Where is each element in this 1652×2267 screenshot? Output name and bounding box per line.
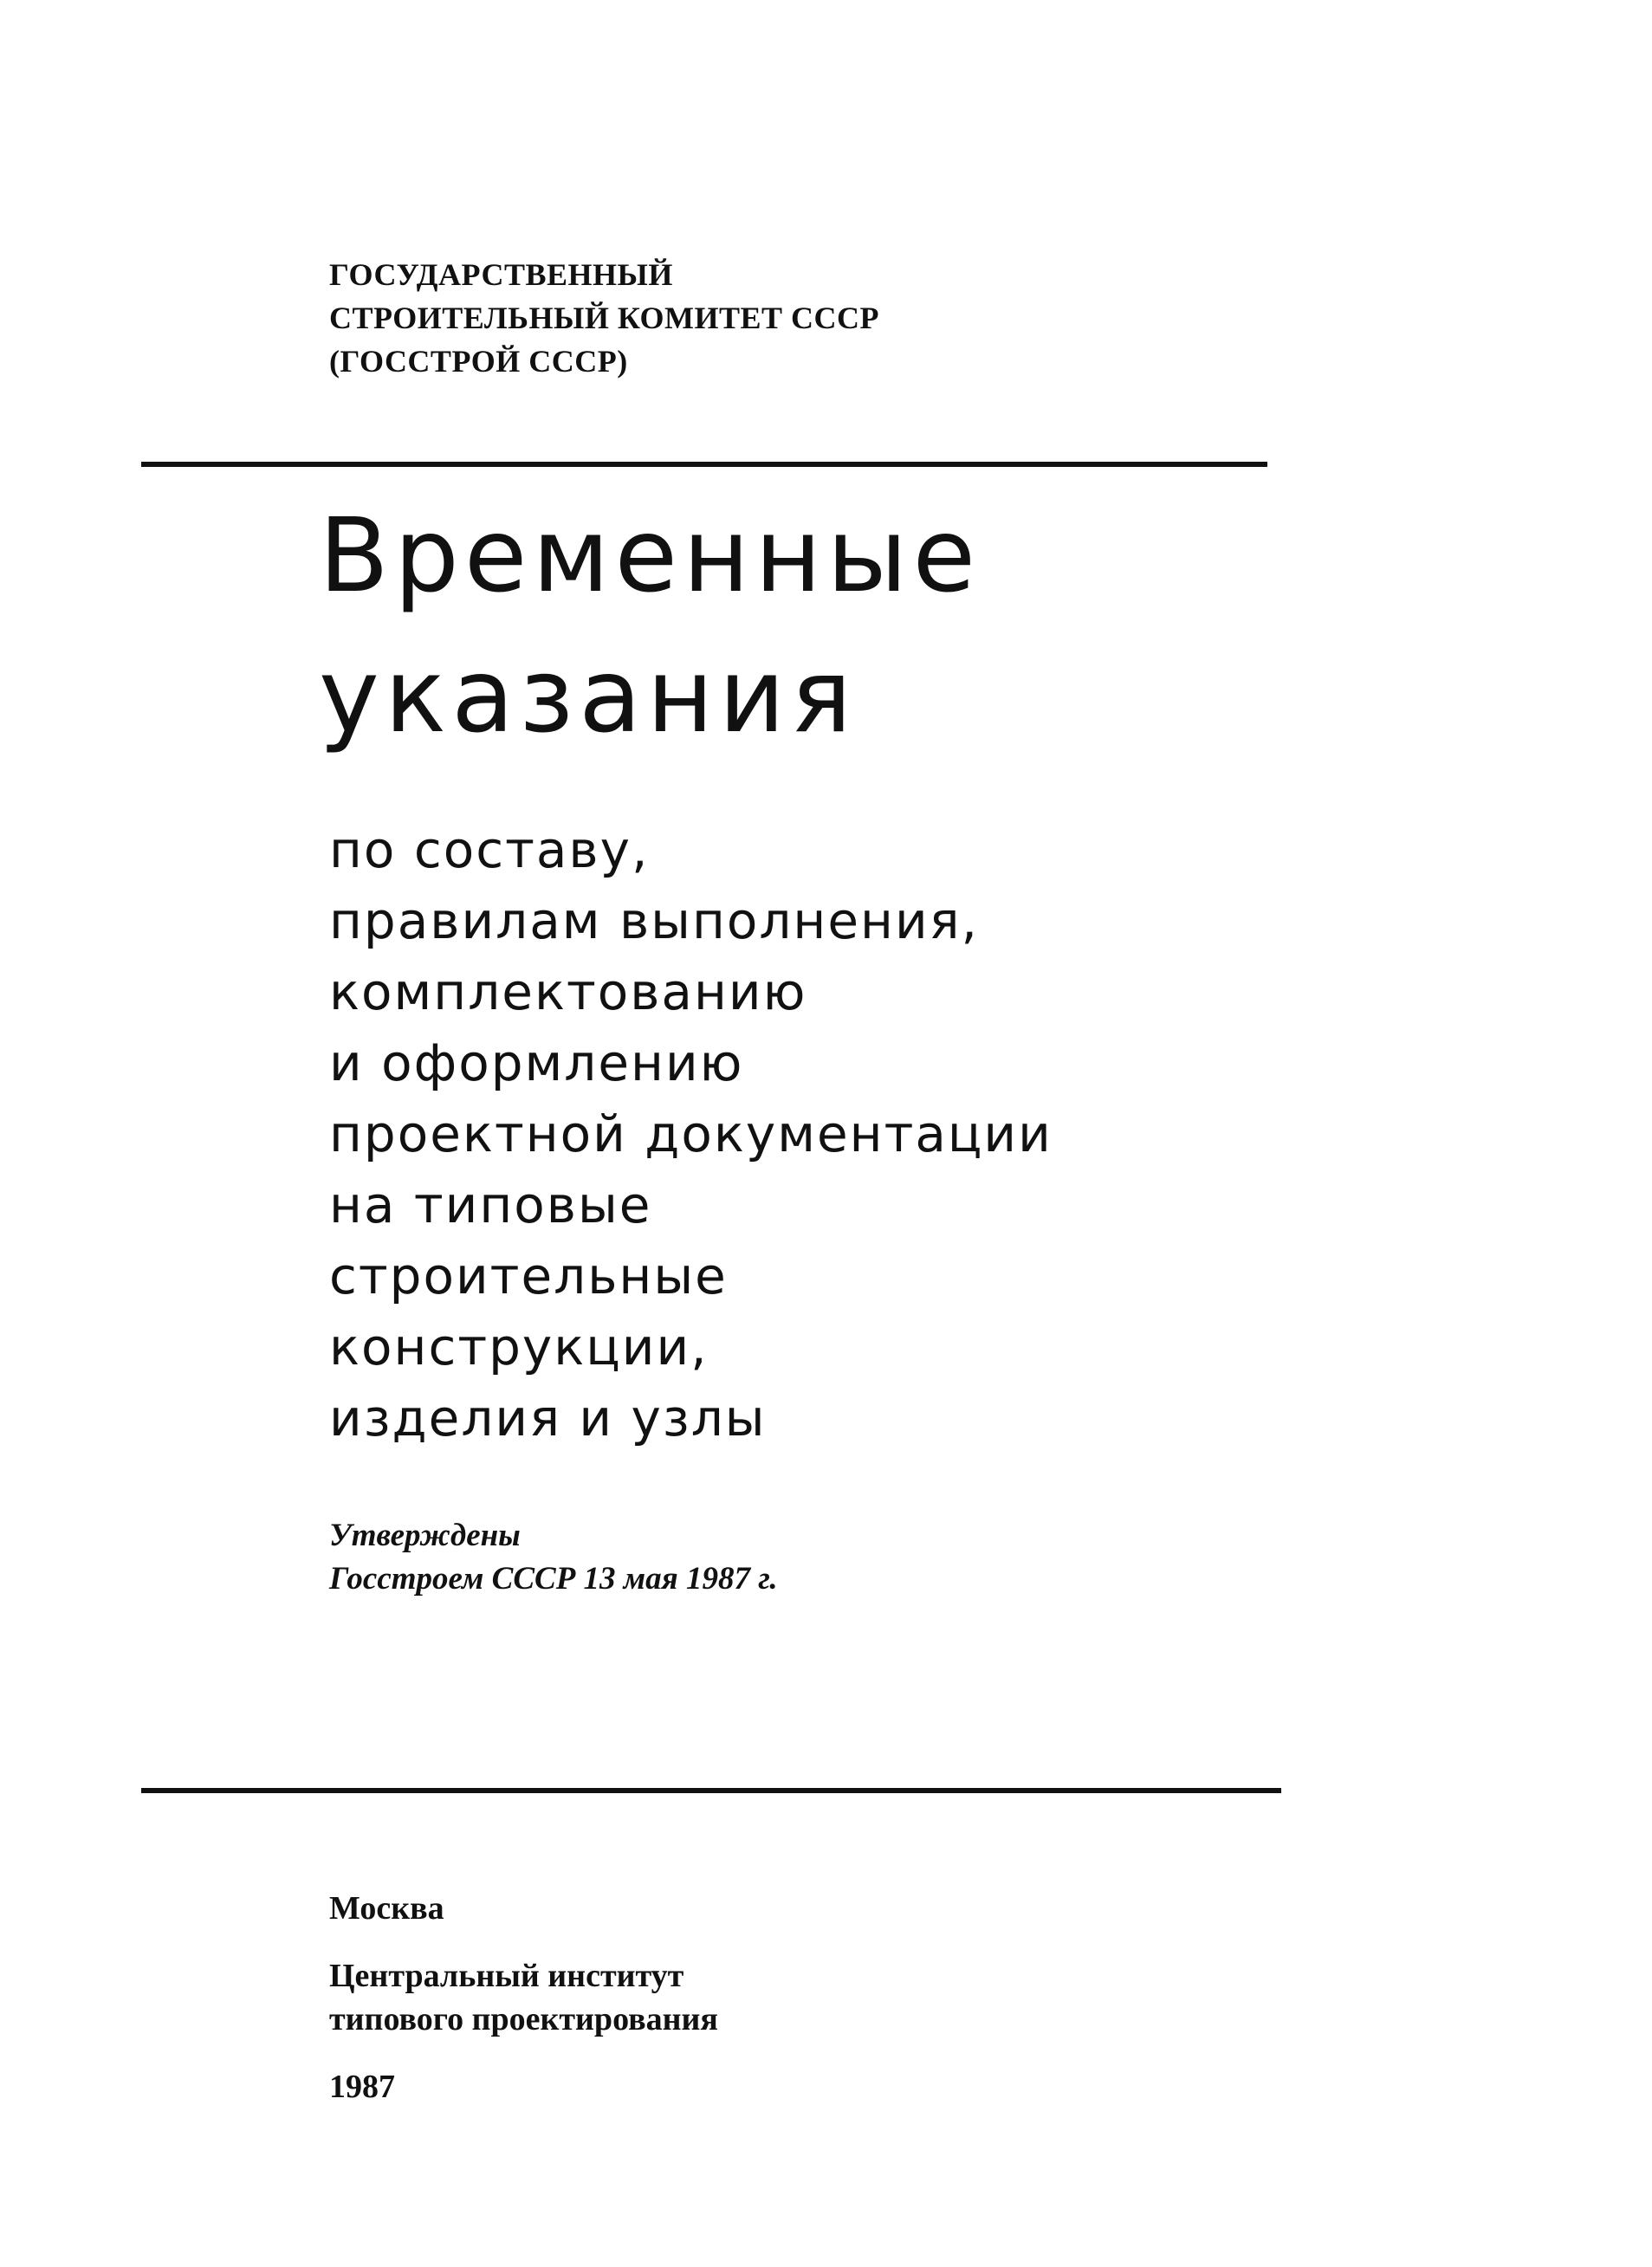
document-subtitle <box>329 814 1053 1454</box>
approval-line: Госстроем СССР 13 мая 1987 г. <box>329 1561 778 1597</box>
imprint-city: Москва <box>329 1890 444 1927</box>
agency-line: ГОСУДАРСТВЕННЫЙ <box>329 257 673 292</box>
title-line: указания <box>319 636 858 755</box>
imprint-year: 1987 <box>329 2069 395 2105</box>
approval-note <box>329 1514 778 1601</box>
document-title <box>319 485 981 766</box>
approval-line: Утверждены <box>329 1518 521 1553</box>
agency-line: СТРОИТЕЛЬНЫЙ КОМИТЕТ СССР <box>329 301 880 335</box>
subtitle-line: строительные <box>329 1247 728 1305</box>
imprint-publisher-line: типового проектирования <box>329 2001 718 2037</box>
agency-line: (ГОССТРОЙ СССР) <box>329 344 628 379</box>
issuing-agency <box>329 253 879 383</box>
subtitle-line: правилам выполнения, <box>329 891 979 950</box>
subtitle-line: на типовые <box>329 1176 652 1234</box>
imprint-publisher-line: Центральный институт <box>329 1958 684 1994</box>
subtitle-line: конструкции, <box>329 1318 709 1376</box>
subtitle-line: комплектованию <box>329 962 807 1021</box>
top-divider <box>141 462 1267 467</box>
bottom-divider <box>141 1788 1281 1793</box>
subtitle-line: проектной документации <box>329 1104 1053 1163</box>
title-line: Временные <box>319 496 981 615</box>
publisher-imprint <box>329 1887 718 2108</box>
subtitle-line: изделия и узлы <box>329 1389 767 1448</box>
subtitle-line: по составу, <box>329 820 650 879</box>
subtitle-line: и оформлению <box>329 1033 744 1092</box>
